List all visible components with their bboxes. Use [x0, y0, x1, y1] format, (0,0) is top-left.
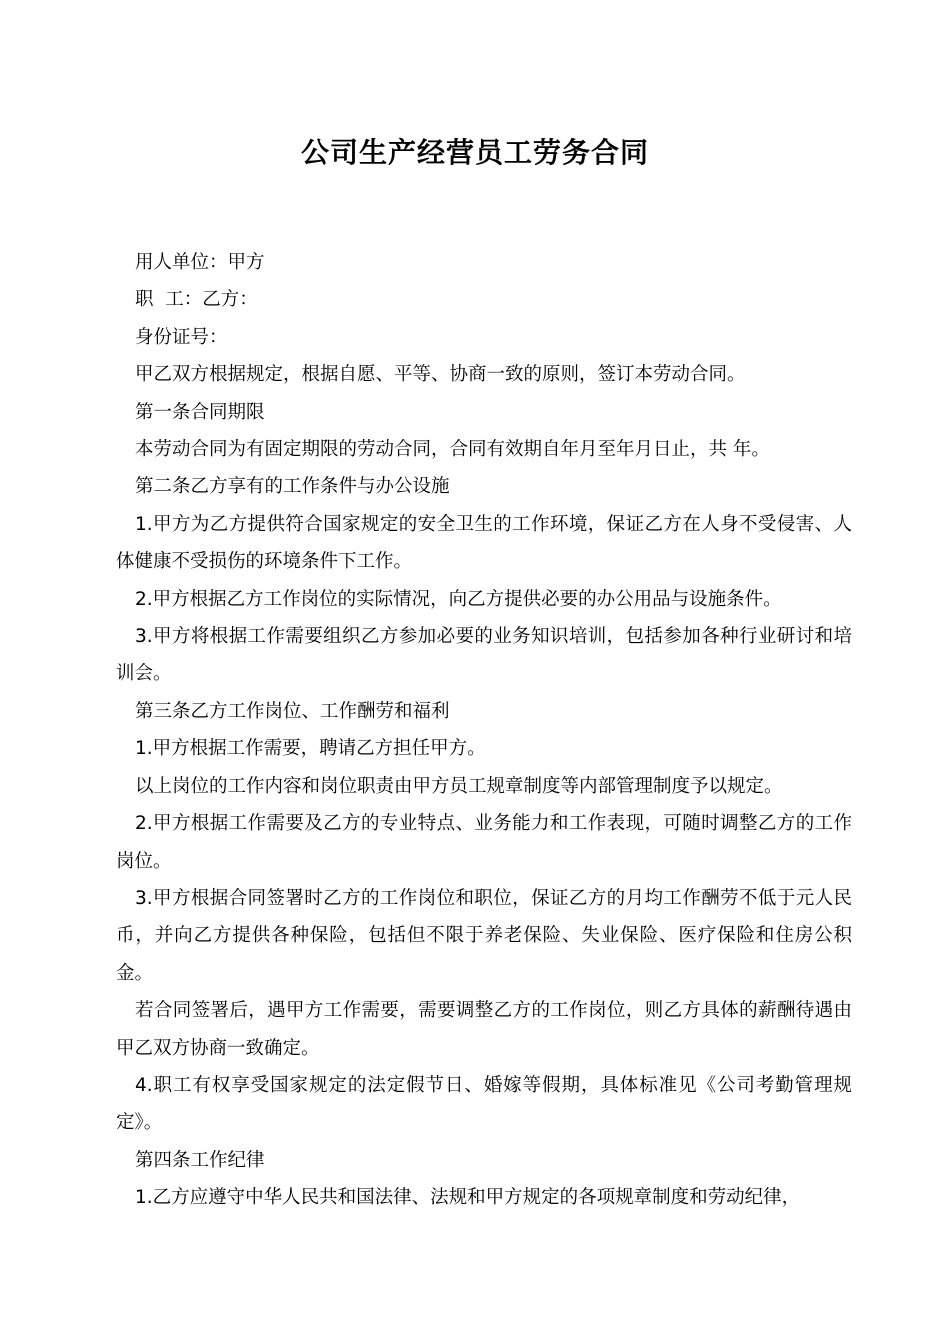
article-3-item-1: 1.甲方根据工作需要，聘请乙方担任甲方。 — [135, 738, 486, 760]
article-2-item-1: 1.甲方为乙方提供符合国家规定的安全卫生的工作环境，保证乙方在人身不受侵害、人体健康不受损伤的环境条件下工作。 — [116, 513, 852, 573]
paragraph-id-number: 身份证号： — [135, 326, 228, 348]
article-2-heading: 第二条乙方享有的工作条件与办公设施 — [135, 476, 450, 498]
paragraph-employee: 职 工：乙方： — [135, 289, 258, 311]
article-3-duties: 以上岗位的工作内容和岗位职责由甲方员工规章制度等内部管理制度予以规定。 — [135, 775, 783, 797]
article-3-item-2: 2.甲方根据工作需要及乙方的专业特点、业务能力和工作表现，可随时调整乙方的工作岗位。 — [116, 813, 852, 872]
article-3-item-4: 4.职工有权享受国家规定的法定假节日、婚嫁等假期，具体标准见《公司考勤管理规定》。 — [116, 1074, 852, 1134]
article-3-item-3: 3.甲方根据合同签署时乙方的工作岗位和职位，保证乙方的月均工作酬劳不低于元人民币，并向乙方提供各种保险，包括但不限于养老保险、失业保险、医疗保险和住房公积金。 — [116, 887, 852, 984]
paragraph-employer: 用人单位：甲方 — [135, 252, 265, 273]
article-2-item-2: 2.甲方根据乙方工作岗位的实际情况，向乙方提供必要的办公用品与设施条件。 — [135, 588, 782, 610]
article-1-term: 本劳动合同为有固定期限的劳动合同，合同有效期自年月至年月日止，共 年。 — [135, 439, 770, 461]
article-1-heading: 第一条合同期限 — [135, 401, 265, 423]
document-body — [116, 244, 852, 1217]
article-4-item-1: 1.乙方应遵守中华人民共和国法律、法规和甲方规定的各项规章制度和劳动纪律， — [135, 1187, 801, 1209]
article-3-adjustment: 若合同签署后，遇甲方工作需要，需要调整乙方的工作岗位，则乙方具体的薪酬待遇由甲乙双方协商一致确定。 — [116, 1000, 852, 1059]
article-4-heading: 第四条工作纪律 — [135, 1149, 265, 1171]
paragraph-preamble: 甲乙双方根据规定，根据自愿、平等、协商一致的原则，签订本劳动合同。 — [135, 364, 746, 386]
article-3-heading: 第三条乙方工作岗位、工作酬劳和福利 — [135, 700, 450, 722]
document-title: 公司生产经营员工劳务合同 — [300, 136, 649, 169]
article-2-item-3: 3.甲方将根据工作需要组织乙方参加必要的业务知识培训，包括参加各种行业研讨和培训会。 — [116, 626, 852, 685]
